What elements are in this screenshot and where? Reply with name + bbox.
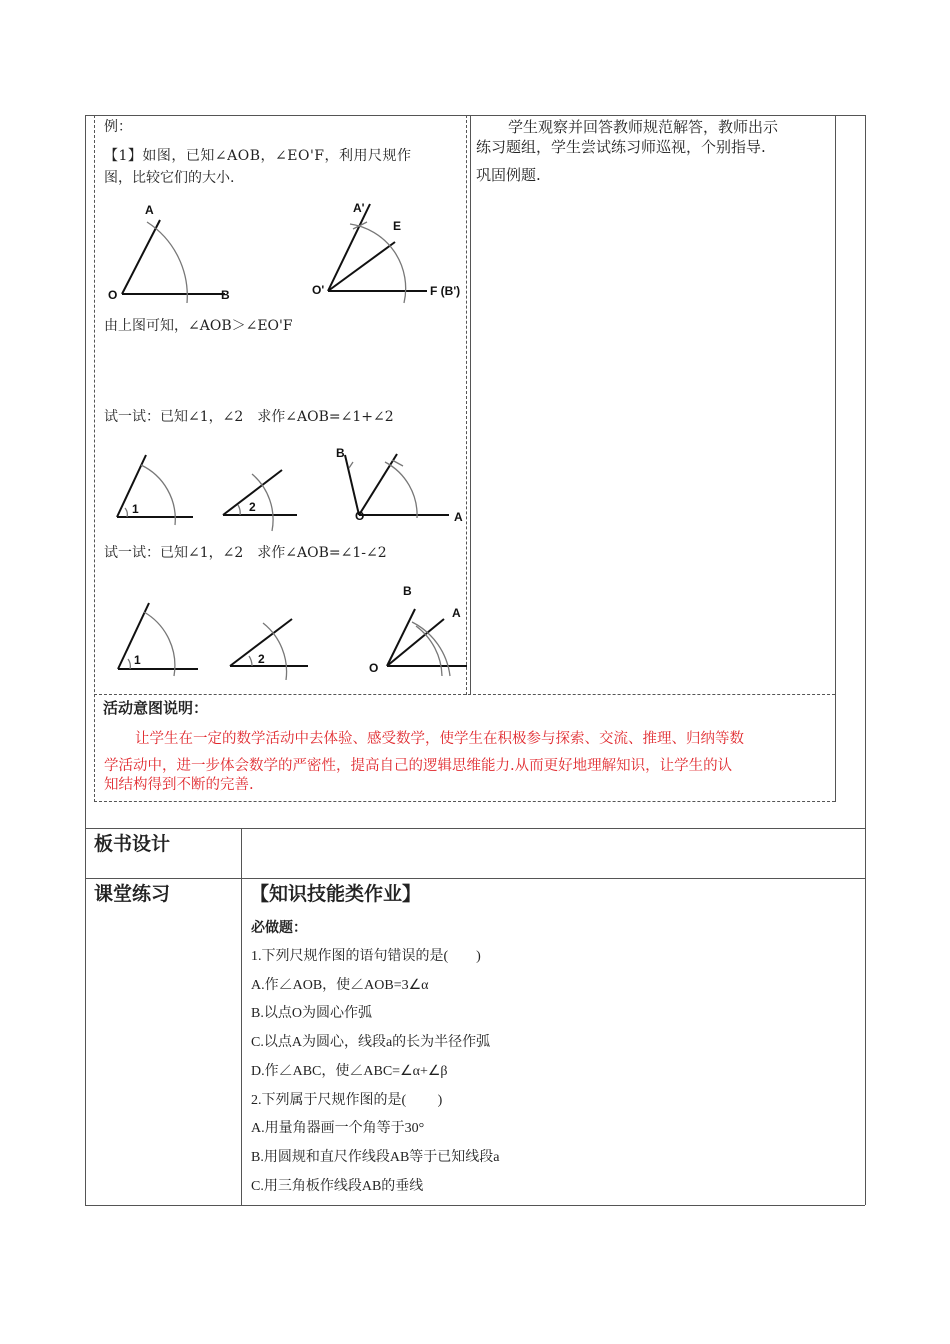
point-label: O' [312,283,325,297]
table-top-border [85,115,865,116]
practice-item: C.用三角板作线段AB的垂线 [251,1179,424,1194]
practice-item: B.以点O为圆心作弧 [251,1006,372,1021]
point-label: F (B') [430,284,461,298]
example-heading: 例： [104,119,132,135]
angle-sum-figure [95,440,467,535]
practice-item: C.以点A为圆心，线段a的长为半径作弧 [251,1035,491,1050]
point-label: A [145,203,154,217]
required-label: 必做题： [251,920,307,936]
point-label: A [454,510,463,524]
student-activity-text: 学生观察并回答教师规范解答，教师出示 [508,118,779,136]
row-divider [85,828,865,829]
ray-line [328,204,370,291]
point-label: B [221,288,230,302]
example-problem: 图，比较它们的大小. [104,170,235,186]
angle-label: 1 [134,653,141,667]
compass-arc [349,460,403,468]
example-conclusion: 由上图可知，∠AOB＞∠EO'F [104,318,293,334]
angle-aob-figure [108,203,230,303]
practice-item: 1.下列尺规作图的语句错误的是( ) [251,949,481,964]
point-label: O [369,661,379,675]
angle-comparison-figure [95,195,465,310]
point-label: O [355,509,365,523]
point-label: B [336,446,345,460]
compass-arc [125,508,127,517]
compass-arc [249,656,252,666]
intent-heading: 活动意图说明： [103,699,209,717]
compass-arc [144,612,175,676]
practice-section-title: 【知识技能类作业】 [250,883,422,905]
point-label: B [403,584,412,598]
intent-text: 让学生在一定的数学活动中去体验、感受数学，使学生在积极参与探索、交流、推理、归纳等数 [135,731,744,747]
angle-eof-figure [312,201,460,303]
ray-line [387,609,415,666]
inner-right-border [835,115,836,802]
practice-item: A.作∠AOB，使∠AOB=3∠α [251,978,429,993]
table-left-border [85,115,86,1205]
ray-line [359,454,397,515]
angle-difference-figure [95,580,467,680]
try-it-sum: 试一试：已知∠1，∠2 求作∠AOB=∠1+∠2 [104,409,394,425]
angle-label: 1 [132,502,139,516]
row-divider [85,878,865,879]
table-bottom-border [85,1205,865,1206]
column-divider [241,828,242,1205]
ray-line [122,220,160,294]
practice-label: 课堂练习 [94,883,171,905]
table-right-border [865,115,866,1205]
intent-text: 知结构得到不断的完善. [104,777,254,793]
compass-arc [385,462,417,518]
ray-line [328,242,395,291]
student-activity-text: 练习题组，学生尝试练习师巡视，个别指导. [476,138,766,156]
board-design-label: 板书设计 [94,833,171,855]
point-label: O [108,288,118,302]
intent-text: 学活动中，进一步体会数学的严密性，提高自己的逻辑思维能力.从而更好地理解知识，让学生的认 [104,758,733,774]
point-label: E [393,219,402,233]
dashed-border [94,801,835,802]
practice-item: A.用量角器画一个角等于30° [251,1121,425,1136]
compass-arc [128,659,130,669]
example-problem: 【1】如图，已知∠AOB，∠EO'F，利用尺规作 [104,148,412,164]
point-label: A' [353,201,365,215]
angle-label: 2 [249,500,256,514]
practice-item: D.作∠ABC，使∠ABC=∠α+∠β [251,1064,448,1079]
dashed-border [94,694,835,695]
practice-item: 2.下列属于尺规作图的是( ) [251,1093,443,1108]
point-label: A [452,606,461,620]
compass-arc [238,505,240,515]
angle-label: 2 [258,652,265,666]
student-activity-text: 巩固例题. [476,166,541,184]
try-it-difference: 试一试：已知∠1，∠2 求作∠AOB=∠1-∠2 [104,545,387,561]
practice-item: B.用圆规和直尺作线段AB等于已知线段a [251,1150,500,1165]
column-divider [470,115,471,695]
ray-line [387,619,444,666]
